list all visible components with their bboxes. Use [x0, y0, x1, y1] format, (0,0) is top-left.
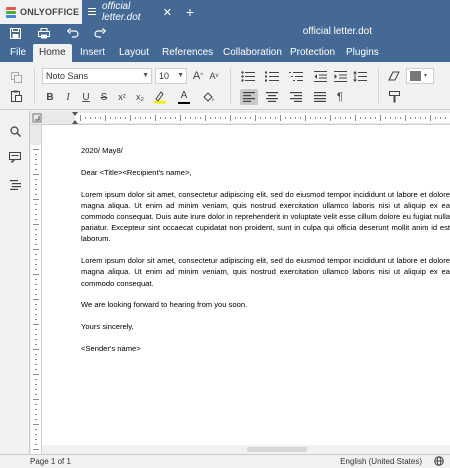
decrease-font-icon: A [209, 71, 216, 81]
document-body[interactable] [81, 145, 450, 365]
underline-button[interactable]: U [82, 91, 90, 103]
font-name-select[interactable] [42, 68, 152, 84]
copy-style-icon[interactable] [386, 89, 402, 105]
toolbar-separator [378, 68, 379, 104]
search-icon[interactable] [7, 123, 23, 139]
paint-bucket-icon[interactable] [200, 89, 216, 105]
print-icon[interactable] [35, 25, 53, 41]
title-bar [0, 0, 450, 24]
tab-home[interactable]: Home [33, 44, 72, 62]
ruler-ticks [30, 125, 42, 454]
vertical-ruler[interactable] [30, 125, 42, 454]
home-toolbar [0, 62, 450, 110]
brand-logo[interactable] [0, 0, 82, 24]
increase-font-button[interactable]: A ^ [192, 70, 204, 82]
letter-greeting: Dear <Title><Recipient's name>, [81, 167, 192, 177]
menu-lines-icon [88, 8, 96, 16]
increase-font-icon: A [192, 70, 201, 82]
comments-icon[interactable] [7, 149, 23, 165]
copy-icon[interactable] [8, 69, 24, 85]
bold-button[interactable]: B [46, 91, 54, 103]
tab-plugins[interactable]: Plugins [346, 47, 379, 58]
align-justify-button[interactable] [312, 89, 328, 105]
tab-insert[interactable]: Insert [80, 47, 106, 58]
document-title: official letter.dot [302, 26, 372, 37]
tab-file[interactable]: File [10, 47, 27, 58]
close-tab-icon[interactable]: ✕ [162, 6, 172, 19]
redo-icon[interactable] [91, 25, 109, 41]
paragraph-marks-button[interactable]: ¶ [337, 91, 343, 103]
onlyoffice-logo-icon [6, 7, 16, 17]
scrollbar-thumb[interactable] [247, 447, 307, 452]
document-tab[interactable] [82, 0, 178, 24]
letter-signoff: Yours sincerely, [81, 322, 134, 332]
increase-indent-icon[interactable] [332, 68, 348, 84]
brand-name: ONLYOFFICE [20, 7, 80, 17]
strikethrough-button[interactable]: S [100, 91, 108, 103]
decrease-font-button[interactable]: A v [209, 71, 219, 81]
save-icon[interactable] [6, 25, 24, 41]
numbered-list-icon[interactable] [264, 68, 280, 84]
globe-icon[interactable] [434, 456, 444, 468]
tab-layout[interactable]: Layout [119, 47, 150, 58]
tab-references[interactable]: References [162, 47, 214, 58]
font-color-icon: A [180, 90, 188, 101]
multilevel-list-icon[interactable] [288, 68, 304, 84]
chevron-down-icon: ▼ [177, 72, 184, 79]
status-bar [0, 454, 450, 468]
ruler-ticks [30, 111, 450, 125]
horizontal-ruler[interactable] [30, 111, 450, 125]
decrease-indent-icon[interactable] [312, 68, 328, 84]
letter-paragraph-2: Lorem ipsum dolor sit amet, consectetur adipiscing elit, sed do eiusmod tempor incididunt ut labore et dolore magna aliqua. Ut enim ad minim veniam, quis nostrud exercitation ullamco laboris nisi ut aliquip ex ea commodo consequat. [81, 256, 450, 288]
font-name-value: Noto Sans [46, 71, 89, 81]
font-size-select[interactable] [155, 68, 187, 84]
document-tab-name: official letter.dot [102, 1, 141, 23]
menu-bar [0, 42, 450, 62]
bullet-list-icon[interactable] [240, 68, 256, 84]
navigation-icon[interactable] [7, 177, 23, 193]
document-page[interactable] [42, 125, 450, 445]
align-center-button[interactable] [264, 89, 280, 105]
letter-sender: <Sender's name> [81, 344, 141, 353]
horizontal-scrollbar[interactable] [42, 445, 450, 454]
undo-icon[interactable] [64, 25, 82, 41]
italic-button[interactable]: I [66, 91, 70, 103]
toolbar-separator [34, 68, 35, 104]
clear-style-icon[interactable] [386, 68, 402, 84]
line-spacing-icon[interactable] [352, 68, 368, 84]
highlight-color-button[interactable] [152, 89, 168, 105]
toolbar-separator [230, 68, 231, 104]
language-select[interactable]: English (United States) [340, 457, 422, 466]
document-canvas[interactable] [42, 125, 450, 445]
letter-closing-line: We are looking forward to hearing from you soon. [81, 300, 248, 310]
font-color-button[interactable] [176, 89, 192, 105]
chevron-down-icon: ▼ [142, 72, 149, 79]
color-scheme-select[interactable] [406, 68, 434, 84]
page-counter: Page 1 of 1 [30, 457, 71, 466]
align-right-button[interactable] [288, 89, 304, 105]
letter-paragraph-1: Lorem ipsum dolor sit amet, consectetur adipiscing elit, sed do eiusmod tempor incididunt ut labore et dolore magna aliqua. Ut enim ad minim veniam, quis nostrud exercitation ullamco laboris nisi ut aliquip ex ea commodo consequat. Duis aute irure dolor in reprehenderit in voluptate velit esse cillum dolore eu fugiat nulla pariatur. Excepteur sint occaecat cupidatat non proident, sunt in culpa qui officia deserunt mollit anim id est laborum. [81, 189, 450, 244]
font-size-value: 10 [159, 71, 170, 81]
subscript-button[interactable]: x₂ [136, 92, 144, 102]
tab-collaboration[interactable]: Collaboration [223, 47, 282, 58]
align-left-button[interactable] [240, 89, 258, 105]
letter-date: 2020/ May8/ [81, 146, 123, 155]
left-panel [0, 111, 30, 454]
tab-protection[interactable]: Protection [290, 47, 336, 58]
superscript-button[interactable]: x² [118, 92, 126, 102]
quick-access-bar [0, 24, 450, 42]
new-tab-button[interactable]: + [185, 4, 195, 20]
paste-icon[interactable] [8, 88, 24, 104]
